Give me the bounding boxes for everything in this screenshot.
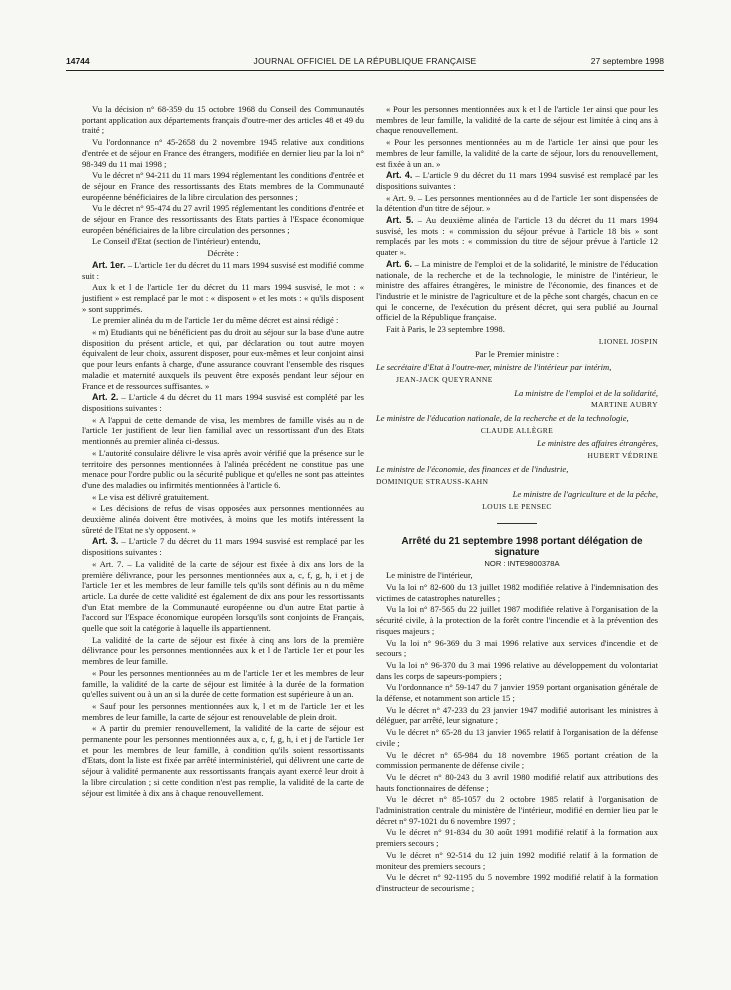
header-rule [66,70,664,71]
paragraph: Vu la loi n° 96-369 du 3 mai 1996 relative aux services d'incendie et de secours ; [376,637,658,659]
paragraph: « Pour les personnes mentionnées au m de l'article 1er ainsi que pour les membres de leur famille, la validité de la carte de séjour, lors du renouvellement, est fixée à un an. » [376,137,658,169]
arrete-title: Arrêté du 21 septembre 1998 portant délégation de signature [401,535,643,558]
paragraph: Le ministre de l'intérieur, [386,570,473,581]
page-number: 14744 [66,56,90,66]
paragraph: « Les décisions de refus de visas opposées aux personnes mentionnées au deuxième alinéa doivent être motivées, à moins que les motifs intéressent la sûreté de l'Etat ne s'y opposent. » [82,503,364,535]
signatory-role: Par le Premier ministre : [474,349,559,360]
left-column [82,104,364,799]
paragraph: Vu le décret n° 94-211 du 11 mars 1994 réglementant les conditions d'entrée et de séjour en France des ressortissants des Etats membres de la Communauté européenne bénéficiaires de la libre circulation des personnes ; [82,170,364,202]
signatory-role: Le ministre de l'agriculture et de la pêche, [512,489,658,500]
place-date: Fait à Paris, le 23 septembre 1998. [386,324,505,335]
article-label: Art. 1er. [92,259,126,270]
signatory-role: Le ministre de l'économie, des finances et de l'industrie, [376,463,569,474]
paragraph: « m) Etudiants qui ne bénéficient pas du droit au séjour sur la base d'une autre disposition du présent article, et qui, par déclaration ou tout autre moyen équivalent de leur choix, assurent disposer, pour eux-mêmes et leur conjoint ainsi que pour leurs enfants à charge, d'une assurance couvrant l'ensemble des risques maladie et maternité auxquels ils peuvent être exposés pendant leur séjour en France et de ressources suffisantes. » [82,327,364,391]
paragraph: Vu le décret n° 92-1195 du 5 novembre 1992 modifié relatif à la formation d'instructeur de secourisme ; [376,872,658,893]
right-column [376,104,658,895]
paragraph: « Pour les personnes mentionnées au m de l'article 1er et les membres de leur famille, la validité de la carte de séjour est limitée à la durée de la formation qu'elles suivent ou à un an si la durée de cette formation est supérieure à un an. [82,667,364,700]
paragraph: Vu le décret n° 95-474 du 27 avril 1995 réglementant les conditions d'entrée et de séjour en France des ressortissants des Etats parties à l'Espace économique européen bénéficiaires de la libre circulation des personnes ; [82,203,364,235]
article-text: – L'article 7 du décret du 11 mars 1994 susvisé est remplacé par les dispositions suivantes : [82,536,364,558]
article-2 [82,392,364,413]
paragraph: « A l'appui de cette demande de visa, les membres de famille visés au n de l'article 1er justifient de leur lien familial avec un ressortissant d'un des Etats mentionnés au premier alinéa ci-dessus. [82,414,364,447]
article-label: Art. 5. [386,215,414,226]
signatory-name: LIONEL JOSPIN [598,336,658,346]
article-1 [82,260,364,281]
paragraph: La validité de la carte de séjour est fixée à cinq ans lors de la première délivrance pour les personnes mentionnées aux k et l de l'article 1er et pour les membres de leur famille. [82,634,364,667]
paragraph: Vu la loi n° 96-370 du 3 mai 1996 relative au développement du volontariat dans les corps de sapeurs-pompiers ; [376,659,658,681]
article-label: Art. 6. [386,258,412,269]
article-text: – L'article 4 du décret du 11 mars 1994 susvisé est complété par les dispositions suivantes : [82,392,365,413]
signatory-role: La ministre de l'emploi et de la solidarité, [514,387,658,398]
article-4 [376,170,658,191]
article-label: Art. 3. [92,536,119,547]
paragraph: Vu la loi n° 87-565 du 22 juillet 1987 modifiée relative à l'organisation de la sécurité civile, à la protection de la forêt contre l'incendie et à la prévention des risques majeurs ; [376,604,658,636]
signatory-role: Le ministre de l'éducation nationale, de la recherche et de la technologie, [376,412,629,423]
signatory-name: DOMINIQUE STRAUSS-KAHN [376,476,489,486]
paragraph: Aux k et l de l'article 1er du décret du 11 mars 1994 susvisé, le mot : « justifient » est remplacé par le mot : « disposent » et les mots : « qu'ils disposent » sont supprimés. [82,282,364,314]
signatory-name: HUBERT VÉDRINE [587,451,658,461]
paragraph: « Art. 7. – La validité de la carte de séjour est fixée à dix ans lors de la première délivrance, pour les personnes mentionnées aux a, c, f, g, h, i et j de l'article 1er et les membres de leur famille tels qu'ils sont définis au n du même article. La durée de cette validité est également de dix ans pour les ressortissants d'un Etat membre de la Communauté européenne ou d'un autre Etat partie à l'accord sur l'Espace économique européen lorsqu'ils sont conjoints de Français, quelle que soit la catégorie à laquelle ils appartiennent. [82,558,364,634]
paragraph: « Pour les personnes mentionnées aux k et l de l'article 1er ainsi que pour les membres de leur famille, la validité de la carte de séjour est limitée à cinq ans à chaque renouvellement. [376,104,658,136]
paragraph: Vu le décret n° 65-28 du 13 janvier 1965 relatif à l'organisation de la défense civile ; [376,727,658,748]
paragraph: Le premier alinéa du m de l'article 1er du même décret est ainsi rédigé : [92,315,339,326]
nor-reference: NOR : INTE9800378A [484,558,560,568]
journal-title: JOURNAL OFFICIEL DE LA RÉPUBLIQUE FRANÇAISE [253,56,477,66]
article-text: – Au deuxième alinéa de l'article 13 du décret du 11 mars 1994 susvisé, les mots : « commission du séjour prévue à l'article 18 bis » sont remplacés par les mots : « commission du titre de séjour prévue à l'article 12 quater ». [376,215,658,258]
article-text: – La ministre de l'emploi et de la solidarité, le ministre de l'éducation nationale, de la recherche et de la technologie, le ministre de l'intérieur, le ministre des affaires étrangères, le ministre de l'économie, des finances et de l'industrie et le ministre de l'agriculture et de la pêche sont chargés, chacun en ce qui le concerne, de l'exécution du présent décret, qui sera publié au Journal officiel de la République française. [376,258,658,323]
paragraph: Vu l'ordonnance n° 45-2658 du 2 novembre 1945 relative aux conditions d'entrée et de séjour en France des étrangers, modifiée en dernier lieu par la loi n° 98-349 du 11 mai 1998 ; [82,137,364,169]
paragraph: Vu le décret n° 65-984 du 18 novembre 1965 portant création de la commission permanente de défense civile ; [376,749,658,771]
article-5 [376,215,658,258]
paragraph: Vu la loi n° 82-600 du 13 juillet 1982 modifiée relative à l'indemnisation des victimes de catastrophes naturelles ; [376,582,658,603]
paragraph: Vu le décret n° 91-834 du 30 août 1991 modifié relatif à la formation aux premiers secours ; [376,827,658,849]
signatory-name: CLAUDE ALLÈGRE [480,425,554,435]
paragraph: Vu la décision n° 68-359 du 15 octobre 1968 du Conseil des Communautés portant application aux départements français d'outre-mer des articles 48 et 49 du traité ; [82,104,364,136]
article-label: Art. 4. [386,170,413,181]
article-3 [82,536,364,557]
article-text: – L'article 9 du décret du 11 mars 1994 susvisé est remplacé par les dispositions suivantes : [376,170,658,191]
article-text: – L'article 1er du décret du 11 mars 1994 susvisé est modifié comme suit : [82,259,364,281]
article-6 [376,259,658,323]
signatory-name: MARTINE AUBRY [591,400,658,410]
signatory-name: LOUIS LE PENSEC [482,501,552,511]
paragraph: Vu le décret n° 47-233 du 23 janvier 1947 modifié autorisant les ministres à déléguer, par arrêté, leur signature ; [376,704,658,726]
paragraph: « A partir du premier renouvellement, la validité de la carte de séjour est permanente pour les personnes mentionnées aux a, c, f, g, h, i et j de l'article 1er et pour les membres de leur famille, à condition qu'ils soient ressortissants d'Etats, dont la liste est fixée par arrêté interministériel, qui délivrent une carte de séjour à validité permanente aux ressortissants français ayant exercé leur droit à la libre circulation ; si cette condition n'est pas remplie, la validité de la carte de séjour est limitée à dix ans à chaque renouvellement. [82,723,364,798]
paragraph: « L'autorité consulaire délivre le visa après avoir vérifié que la présence sur le territoire des personnes mentionnées à l'alinéa précédent ne constitue pas une menace pour l'ordre public ou la sécurité publique et qu'elles ne sont pas atteintes d'une des maladies ou infirmités mentionnées à l'article 6. [82,447,364,490]
paragraph: Vu le décret n° 92-514 du 12 juin 1992 modifié relatif à la formation de moniteur des premiers secours ; [376,849,658,871]
section-divider [497,523,537,524]
paragraph: Vu le décret n° 80-243 du 3 avril 1980 modifié relatif aux attributions des hauts fonctionnaires de défense ; [376,771,658,793]
paragraph: Vu l'ordonnance n° 59-147 du 7 janvier 1959 portant organisation générale de la défense, et notamment son article 15 ; [376,682,658,704]
paragraph: « Sauf pour les personnes mentionnées aux k, l et m de l'article 1er et les membres de leur famille, la carte de séjour est renouvelable de plein droit. [82,700,364,722]
page-header [66,54,664,68]
publication-date: 27 septembre 1998 [590,56,664,66]
signatory-role: Le secrétaire d'Etat à l'outre-mer, ministre de l'intérieur par intérim, [376,362,612,373]
decrete-heading: Décrète : [207,248,239,259]
signatory-role: Le ministre des affaires étrangères, [536,438,658,449]
article-label: Art. 2. [92,392,119,403]
signatory-name: JEAN-JACK QUEYRANNE [396,374,493,384]
paragraph: Le Conseil d'Etat (section de l'intérieur) entendu, [92,236,261,247]
paragraph: « Le visa est délivré gratuitement. [92,491,209,502]
paragraph: « Art. 9. – Les personnes mentionnées au d de l'article 1er sont dispensées de la détention d'un titre de séjour. » [376,192,658,214]
paragraph: Vu le décret n° 85-1057 du 2 octobre 1985 relatif à l'organisation de l'administration centrale du ministère de l'intérieur, modifié en dernier lieu par le décret n° 97-1021 du 6 novembre 1997 ; [376,794,658,826]
